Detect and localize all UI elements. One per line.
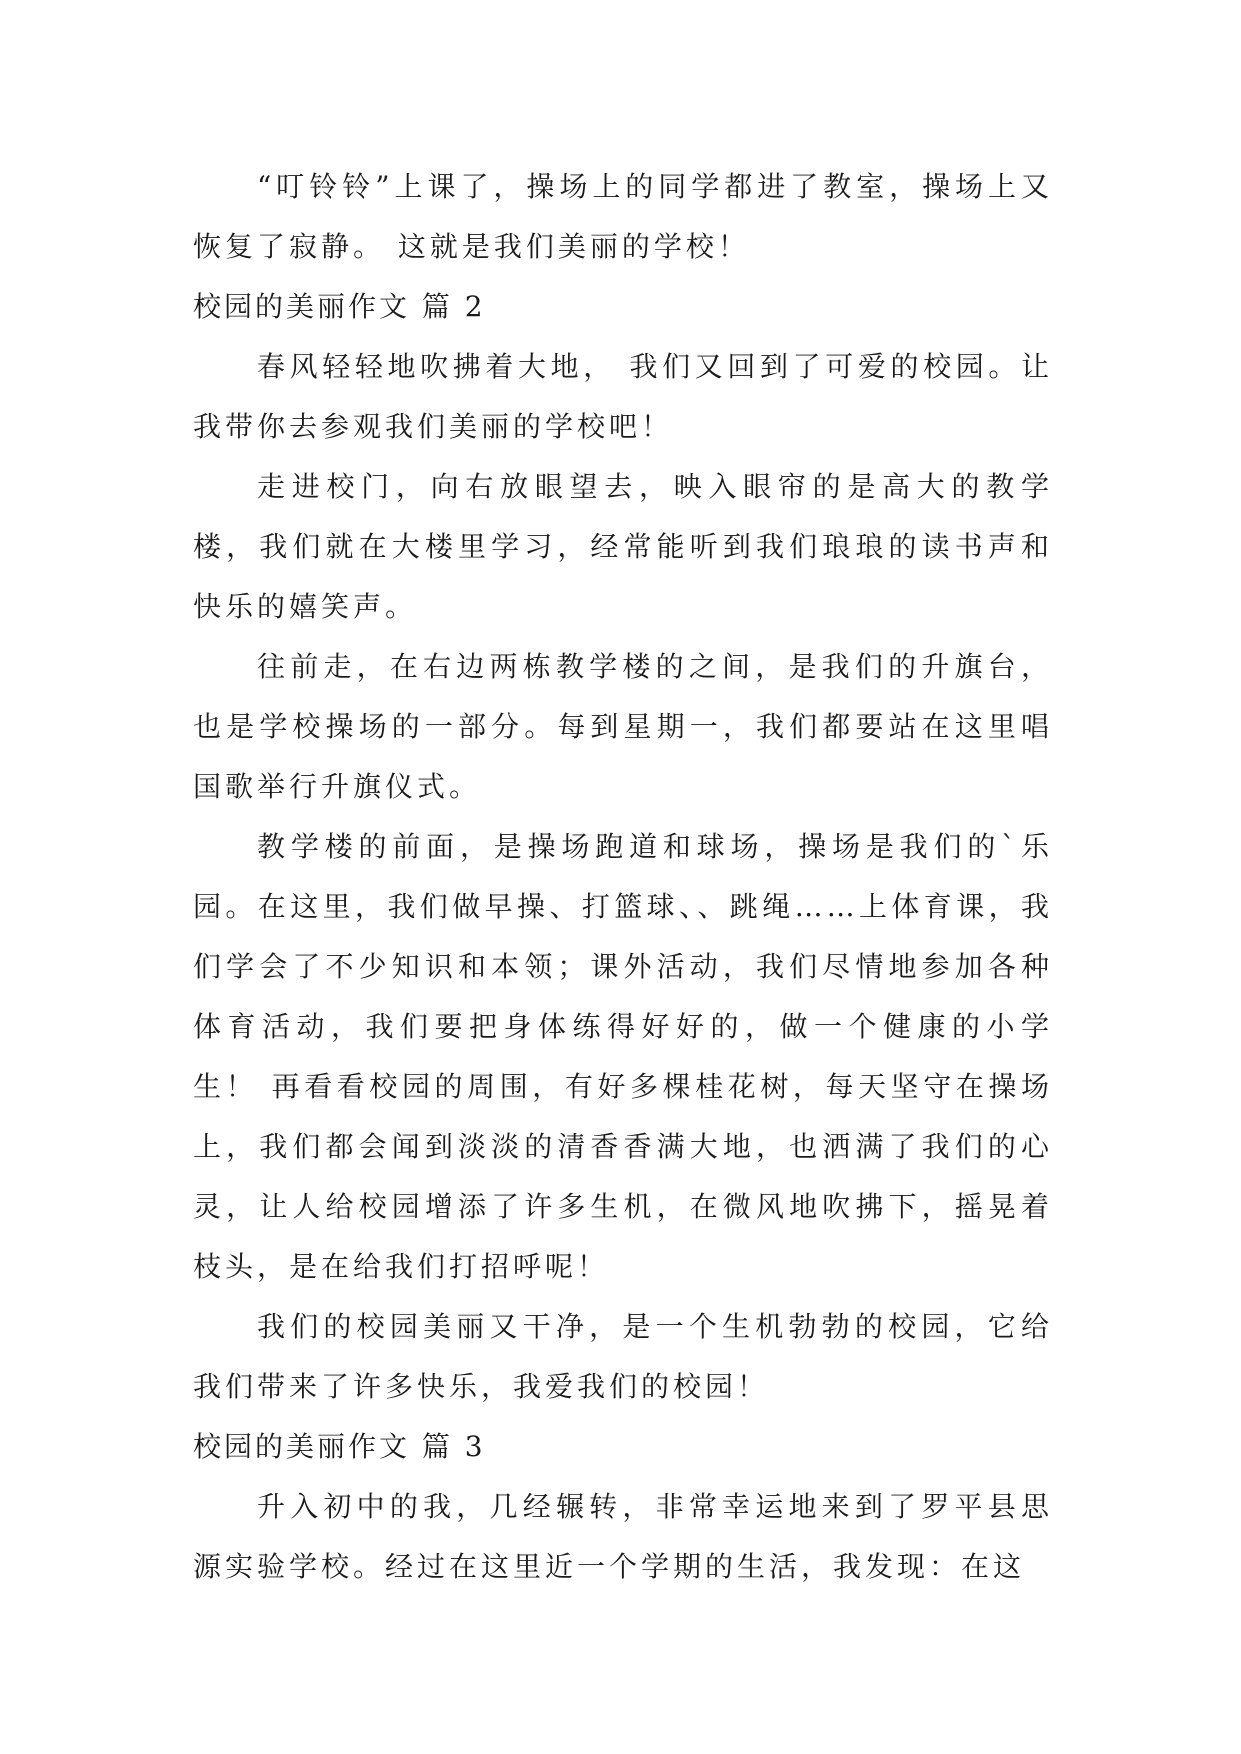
paragraph-flag-platform: 往前走，在右边两栋教学楼的之间，是我们的升旗台，也是学校操场的一部分。每到星期一，我们都要站在这里唱国歌举行升旗仪式。 — [193, 650, 1053, 803]
document-body — [193, 157, 1053, 1597]
paragraph-spring-breeze: 春风轻轻地吹拂着大地， 我们又回到了可爱的校园。让我带你去参观我们美丽的学校吧！ — [193, 350, 1053, 443]
paragraph-class-begins: “叮铃铃”上课了，操场上的同学都进了教室，操场上又恢复了寂静。 这就是我们美丽的学校！ — [193, 170, 1053, 263]
paragraph-junior-high: 升入初中的我，几经辗转，非常幸运地来到了罗平县思源实验学校。经过在这里近一个学期的生活，我发现：在这 — [193, 1490, 1053, 1583]
section-heading-part-2: 校园的美丽作文 篇 2 — [193, 290, 486, 323]
paragraph-playground: 教学楼的前面，是操场跑道和球场，操场是我们的`乐园。在这里，我们做早操、打篮球、、跳绳……上体育课，我们学会了不少知识和本领；课外活动，我们尽情地参加各种体育活动，我们要把身体练得好好的，做一个健康的小学生！ 再看看校园的周围，有好多棵桂花树，每天坚守在操场上，我们都会闻到淡淡的清香香满大地，也洒满了我们的心灵，让人给校园增添了许多生机，在微风地吹拂下，摇晃着枝头，是在给我们打招呼呢！ — [193, 830, 1053, 1283]
section-heading-part-3: 校园的美丽作文 篇 3 — [193, 1430, 486, 1463]
paragraph-school-gate: 走进校门，向右放眼望去，映入眼帘的是高大的教学楼，我们就在大楼里学习，经常能听到我们琅琅的读书声和快乐的嬉笑声。 — [193, 470, 1053, 623]
paragraph-love-campus: 我们的校园美丽又干净，是一个生机勃勃的校园，它给我们带来了许多快乐，我爱我们的校园！ — [193, 1310, 1053, 1403]
